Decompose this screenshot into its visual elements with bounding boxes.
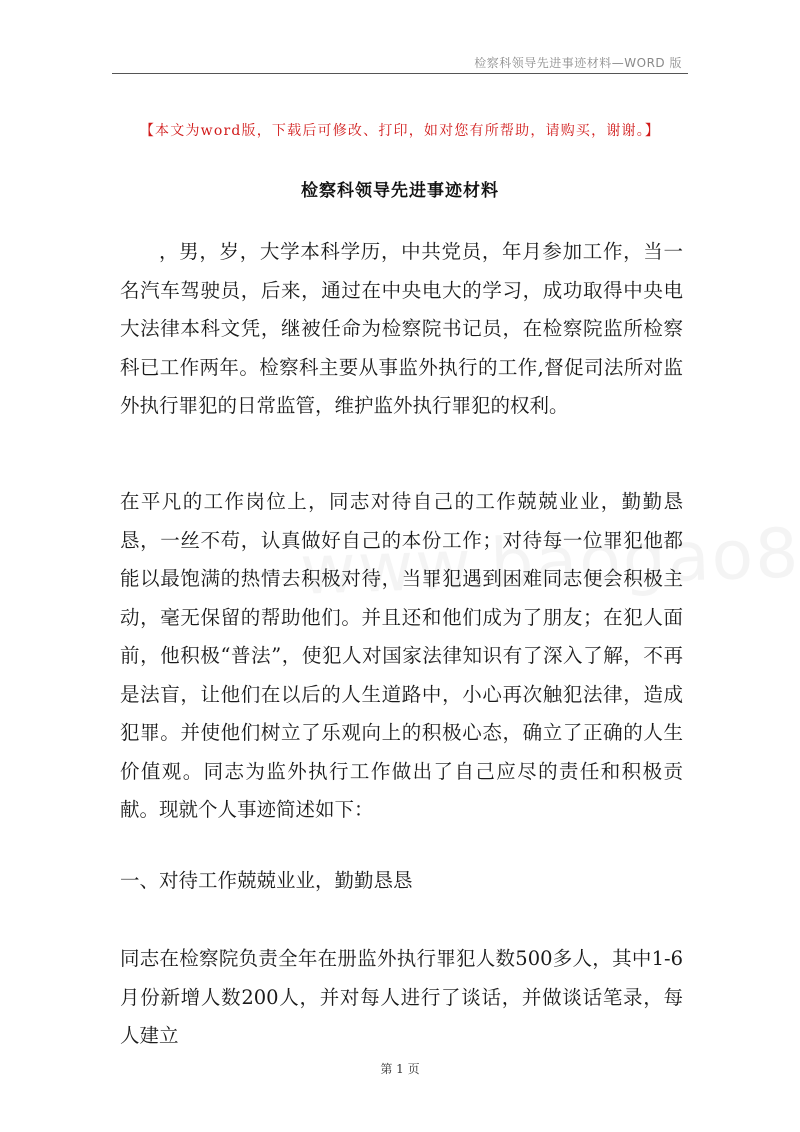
- paragraph-section-one: 同志在检察院负责全年在册监外执行罪犯人数500多人，其中1-6月份新增人数200人，并对每人进行了谈话，并做谈话笔录，每人建立: [120, 947, 683, 1047]
- page-number: 第 1 页: [380, 1062, 420, 1076]
- paragraph-work-attitude: 在平凡的工作岗位上，同志对待自己的工作兢兢业业，勤勤恳恳，一丝不苟，认真做好自己的本份工作；对待每一位罪犯他都能以最饱满的热情去积极对待，当罪犯遇到困难同志便会积极主动，毫无保留的帮助他们。并且还和他们成为了朋友；在犯人面前，他积极“普法”，使犯人对国家法律知识有了深入了解，不再是法盲，让他们在以后的人生道路中，小心再次触犯法律，造成犯罪。并使他们树立了乐观向上的积极心态，确立了正确的人生价值观。同志为监外执行工作做出了自己应尽的责任和积极贡献。现就个人事迹简述如下：: [120, 490, 683, 821]
- header-divider: [112, 73, 688, 74]
- running-header: 检察科领导先进事迹材料—WORD 版: [474, 56, 682, 70]
- paragraph-intro: ，男，岁，大学本科学历，中共党员，年月参加工作，当一名汽车驾驶员，后来，通过在中央电大的学习，成功取得中央电大法律本科文凭，继被任命为检察院书记员，在检察院监所检察科已工作两年。检察科主要从事监外执行的工作,督促司法所对监外执行罪犯的日常监管，维护监外执行罪犯的权利。: [120, 240, 683, 417]
- download-notice: 【本文为word版，下载后可修改、打印，如对您有所帮助，请购买，谢谢。】: [139, 123, 661, 139]
- document-title: 检察科领导先进事迹材料: [301, 181, 499, 201]
- section-heading: 一、对待工作兢兢业业，勤勤恳恳: [120, 869, 413, 892]
